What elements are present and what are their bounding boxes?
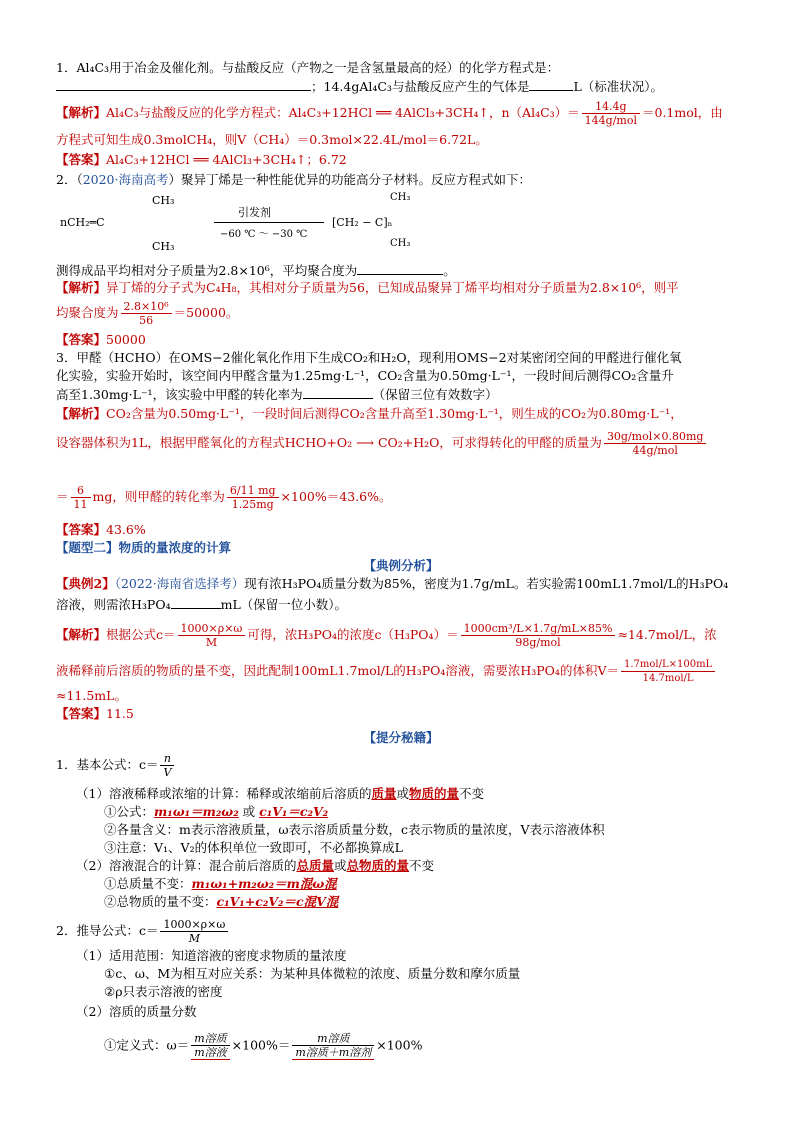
q3-line3-tail: （保留三位有效数字） [372, 387, 498, 402]
q2-jiexi2 [56, 300, 238, 327]
q2-jiexi-text: 异丁烯的分子式为C₄H₈，其相对分子质量为56，已知成品聚异丁烯平均相对分子质量为2.8×10⁶，则平 [106, 280, 679, 295]
fraction-num: 1000cm³/L×1.7g/mL×85% [461, 622, 616, 636]
example-answer-text: 11.5 [106, 706, 134, 721]
q3-answer-text: 43.6% [106, 522, 146, 537]
fraction-num: 1000×ρ×ω [178, 622, 246, 636]
fraction-num: 2.8×10⁶ [121, 300, 172, 314]
example-tag: 【典例2】 [56, 576, 115, 591]
fraction-num: m溶质 [292, 1032, 374, 1046]
fraction [292, 1032, 374, 1060]
ch3-bottom: CH₃ [152, 240, 175, 253]
highlight-formula: m₁ω₁+m₂ω₂＝m混ω混 [191, 876, 337, 891]
fraction-den: 14.7mol/L [642, 673, 694, 684]
q2-equation [60, 192, 480, 262]
formula2 [56, 918, 230, 945]
arrow-bottom-label: −60 ℃ ～ −30 ℃ [220, 229, 308, 240]
tip-s2a-pre: ①总质量不变： [104, 876, 192, 891]
q3-jiexi3-tail: ×100%＝43.6%。 [280, 489, 392, 504]
q2-title [56, 172, 531, 188]
example-source: （2022·海南省选择考） [114, 576, 245, 591]
ch3-poly-bottom: CH₃ [390, 238, 411, 249]
fraction-num: 1.7mol/L×100mL [621, 658, 715, 672]
q2-line2: 测得成品平均相对分子质量为2.8×10⁶，平均聚合度为 。 [56, 263, 456, 278]
q3-jiexi1 [56, 406, 683, 422]
fraction-den: M [205, 636, 218, 649]
answer-blank[interactable] [171, 596, 221, 609]
highlight: 质量 [371, 786, 397, 801]
example-text: 现有浓H₃PO₄质量分数为85%，密度为1.7g/mL。若实验需100mL1.7mol/L的H₃PO₄ [244, 576, 729, 591]
fraction-den: m溶质＋m溶剂 [292, 1046, 374, 1060]
fraction-den: 11 [73, 498, 88, 511]
highlight-formula: m₁ω₁＝m₂ω₂ [154, 804, 239, 819]
tip-s1-text: （1）溶液稀释或浓缩的计算：稀释或浓缩前后溶质的 [76, 786, 372, 801]
q3-line1: 3．甲醛（HCHO）在OMS−2催化氧化作用下生成CO₂和H₂O，现利用OMS−2对某密闭空间的甲醛进行催化氧 [56, 350, 682, 365]
example-jiexi1 [56, 622, 717, 649]
tip-t2: （2）溶质的质量分数 [76, 1004, 197, 1019]
arrow-top-label: 引发剂 [238, 206, 271, 219]
tip-t1b: ②ρ只表示溶液的密度 [104, 984, 223, 999]
highlight: 总物质的量 [346, 858, 410, 873]
example-line2-tail: mL（保留一位小数）。 [220, 597, 347, 612]
fraction-den: 1.25mg [231, 498, 274, 511]
tip-t1: （1）适用范围：知道溶液的密度求物质的量浓度 [76, 948, 347, 963]
q3-jiexi-text: CO₂含量为0.50mg·L⁻¹，一段时间后测得CO₂含量升高至1.30mg·L⁻¹，则生成的CO₂为0.80mg·L⁻¹， [106, 406, 683, 421]
fraction [178, 622, 246, 649]
fraction-den: 56 [139, 314, 154, 327]
daan-tag: 【答案】 [56, 522, 107, 537]
fraction-num: 6/11 mg [227, 484, 279, 498]
fraction [71, 484, 91, 511]
answer-blank[interactable] [357, 262, 443, 275]
daan-tag: 【答案】 [56, 706, 107, 721]
q1-jiexi2: 方程式可知生成0.3molCH₄，则V（CH₄）＝0.3mol×22.4L/mol＝6.72L。 [56, 132, 488, 147]
q2-answer [56, 332, 146, 348]
q3-jiexi3-pre: ＝ [56, 489, 69, 504]
tip-s1b: ②各量含义：m表示溶液质量，ω表示溶质质量分数，c表示物质的量浓度，V表示溶液体积 [104, 822, 605, 837]
q2-jiexi2-pre: 均聚合度为 [56, 305, 119, 320]
tip-s1-tail: 不变 [459, 786, 485, 801]
q3-answer [56, 522, 146, 538]
q2-source: 2020·海南高考 [82, 172, 169, 187]
tip-t2a-mid: ×100%＝ [231, 1037, 291, 1053]
formula1-label: 1．基本公式：c＝ [56, 757, 159, 772]
q1-answer-text: Al₄C₃+12HCl ══ 4AlCl₃+3CH₄↑；6.72 [106, 152, 347, 167]
tip-s1c: ③注意：V₁、V₂的体积单位一致即可，不必都换算成L [104, 840, 403, 855]
ch3-poly-top: CH₃ [390, 192, 411, 203]
tip-s2 [76, 858, 434, 874]
q3-jiexi2-text: 设容器体积为1L，根据甲醛氧化的方程式HCHO+O₂ ⟶ CO₂+H₂O，可求得转化的甲醛的质量为 [56, 435, 602, 450]
highlight-formula: c₁V₁＝c₂V₂ [259, 804, 329, 819]
highlight: 总质量 [296, 858, 334, 873]
q3-line3-text: 高至1.30mg·L⁻¹，该实验中甲醛的转化率为 [56, 387, 303, 402]
or-word: 或 [238, 804, 260, 819]
tip-t2a-tail: ×100% [376, 1037, 423, 1053]
jiexi-mid: 可得，浓H₃PO₄的浓度c（H₃PO₄）＝ [247, 627, 459, 642]
q1-answer [56, 152, 347, 168]
formula1 [56, 752, 176, 779]
q1-jiexi-tail: ＝0.1mol，由 [642, 105, 723, 120]
fraction-num: n [160, 752, 174, 766]
q1-jiexi-text: Al₄C₃与盐酸反应的化学方程式：Al₄C₃+12HCl ══ 4AlCl₃+3CH₄↑，n（Al₄C₃）＝ [106, 105, 580, 120]
formula2-label: 2．推导公式：c＝ [56, 923, 159, 938]
fraction [191, 1032, 229, 1060]
fraction [160, 752, 174, 779]
monomer: nCH₂═C [60, 216, 105, 229]
daan-tag: 【答案】 [56, 152, 107, 167]
highlight: 物质的量 [409, 786, 460, 801]
jiexi-pre: 根据公式c＝ [106, 627, 176, 642]
answer-blank[interactable] [303, 386, 373, 399]
q2-answer-text: 50000 [106, 332, 146, 347]
answer-blank[interactable] [56, 78, 311, 91]
highlight-formula: c₁V₁+c₂V₂＝c混V混 [216, 894, 339, 909]
fraction-den: M [188, 932, 201, 945]
fraction-den: 44g/mol [632, 444, 678, 457]
example-jiexi3: ≈11.5mL。 [56, 688, 127, 703]
daan-tag: 【答案】 [56, 332, 107, 347]
q1-unit: L（标准状况）。 [573, 79, 664, 94]
tips-title: 【提分秘籍】 [363, 730, 439, 745]
jiexi-tag: 【解析】 [56, 105, 107, 120]
example-line2-pre: 溶液，则需浓H₃PO₄ [56, 597, 171, 612]
fraction [121, 300, 172, 327]
fraction-den: 144g/mol [584, 114, 637, 127]
fraction-num: 6 [71, 484, 91, 498]
q3-line3 [56, 386, 498, 403]
reaction-arrow [214, 222, 324, 223]
q2-line2-text: 测得成品平均相对分子质量为2.8×10⁶，平均聚合度为 [56, 263, 358, 278]
q2-num: 2．（ [56, 172, 83, 187]
tip-s1a-pre: ①公式： [104, 804, 155, 819]
example-answer [56, 706, 134, 722]
tip-s2a [104, 876, 337, 892]
tip-t1a: ①c、ω、M为相互对应关系：为某种具体微粒的浓度、质量分数和摩尔质量 [104, 966, 521, 981]
ch3-top: CH₃ [152, 194, 175, 207]
fraction [604, 430, 707, 457]
q1-line1: 1．Al₄C₃用于冶金及催化剂。与盐酸反应（产物之一是含氢量最高的烃）的化学方程式是： [56, 60, 560, 75]
jiexi-tag: 【解析】 [56, 406, 107, 421]
jiexi-tag: 【解析】 [56, 280, 107, 295]
jiexi-tail: ≈14.7mol/L，浓 [617, 627, 717, 642]
section-title: 【题型二】物质的量浓度的计算 [56, 540, 232, 555]
example-line2 [56, 596, 347, 613]
fraction [621, 658, 715, 685]
fraction [160, 918, 228, 945]
q1-jiexi [56, 100, 723, 127]
fraction-num: 14.4g [582, 100, 640, 114]
fraction-den: V [163, 766, 172, 779]
q1-line2 [56, 78, 663, 95]
q3-line2: 化实验，实验开始时，该空间内甲醛含量为1.25mg·L⁻¹，CO₂含量为0.50mg·L⁻¹，一段时间后测得CO₂含量升 [56, 368, 674, 383]
jiexi-tag: 【解析】 [56, 627, 107, 642]
tip-s2-text: （2）溶液混合的计算：混合前后溶质的 [76, 858, 297, 873]
example-line1 [56, 576, 728, 592]
or-word: 或 [333, 858, 347, 873]
example-jiexi2 [56, 658, 717, 685]
or-word: 或 [396, 786, 409, 801]
tip-s1a [104, 804, 328, 820]
fraction [461, 622, 616, 649]
q3-jiexi3 [56, 484, 391, 511]
q2-jiexi1 [56, 280, 679, 296]
tip-s1 [76, 786, 484, 802]
polymer: [CH₂ − C]ₙ [332, 216, 393, 229]
q2-jiexi2-tail: ＝50000。 [173, 305, 239, 320]
q2-title-tail: ）聚异丁烯是一种性能优异的功能高分子材料。反应方程式如下： [168, 172, 532, 187]
fraction-num: 30g/mol×0.80mg [604, 430, 707, 444]
fraction [227, 484, 279, 511]
fraction-den: 98g/mol [515, 636, 561, 649]
fraction-den: m溶液 [191, 1046, 229, 1060]
tip-s2-tail: 不变 [409, 858, 435, 873]
fraction [582, 100, 640, 127]
subsection-title: 【典例分析】 [363, 558, 439, 573]
tip-s2b-pre: ②总物质的量不变： [104, 894, 217, 909]
fraction-num: m溶质 [191, 1032, 229, 1046]
answer-blank[interactable] [529, 78, 573, 91]
tip-t2a-pre: ①定义式：ω＝ [104, 1037, 190, 1053]
tip-s2b [104, 894, 338, 910]
jiexi2-text: 液稀释前后溶质的物质的量不变，因此配制100mL1.7mol/L的H₃PO₄溶液，需要浓H₃PO₄的体积V＝ [56, 663, 619, 678]
tip-t2a [104, 1032, 422, 1060]
fraction-num: 1000×ρ×ω [160, 918, 228, 932]
q3-jiexi2 [56, 430, 708, 457]
q3-jiexi3-mid: mg，则甲醛的转化率为 [92, 489, 225, 504]
q1-line2-tail: ；14.4gAl₄C₃与盐酸反应产生的气体是 [311, 79, 530, 94]
